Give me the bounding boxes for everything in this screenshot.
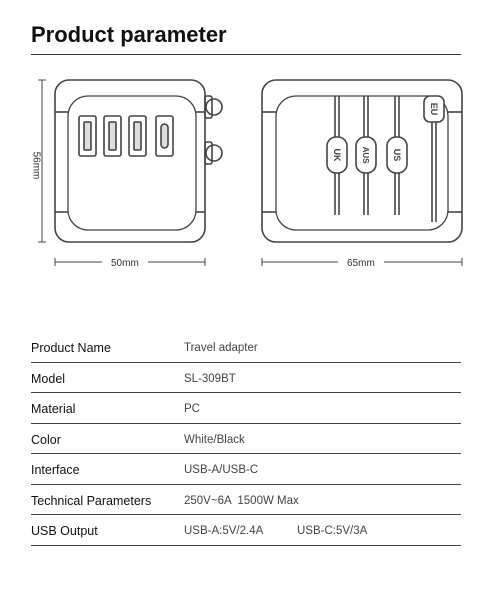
front-width-label: 50mm — [111, 258, 139, 269]
param-value: White/Black — [184, 433, 245, 446]
usb-a-port-1 — [79, 116, 96, 156]
parameter-table — [31, 332, 461, 546]
param-label: Material — [31, 402, 76, 416]
param-row-usb-output — [31, 515, 461, 546]
plug-label-eu: EU — [429, 102, 439, 116]
param-label: Color — [31, 432, 61, 447]
param-value: SL-309BT — [184, 372, 236, 385]
usb-c-port — [156, 116, 173, 156]
param-value: 250V~6A 1500W Max — [184, 494, 299, 507]
param-row-interface — [31, 454, 461, 485]
param-value: PC — [184, 403, 200, 415]
param-label: Model — [31, 371, 66, 386]
param-value: USB-A/USB-C — [184, 464, 259, 476]
param-label: USB Output — [31, 524, 98, 538]
param-row-product-name — [31, 332, 461, 363]
param-value: USB-A:5V/2.4A — [184, 525, 264, 537]
param-row-material — [31, 393, 461, 424]
param-label: Technical Parameters — [31, 493, 152, 508]
knob-bottom-cap — [206, 145, 222, 161]
front-view — [55, 80, 222, 242]
plug-label-aus: AUS — [361, 146, 370, 164]
param-value-secondary: USB-C:5V/3A — [297, 525, 368, 537]
side-width-label: 65mm — [347, 258, 375, 269]
usb-a-port-2 — [104, 116, 121, 156]
knob-top-cap — [206, 99, 222, 115]
param-value: Travel adapter — [184, 342, 258, 354]
param-row-color — [31, 424, 461, 455]
plug-label-uk: UK — [332, 148, 342, 162]
param-row-technical — [31, 485, 461, 516]
usb-a-port-3 — [129, 116, 146, 156]
page-title: Product parameter — [31, 22, 227, 47]
plug-label-us: US — [392, 148, 402, 162]
front-outer-shell — [55, 80, 205, 242]
height-label: 56mm — [30, 151, 42, 180]
param-label: Product Name — [31, 341, 111, 355]
param-label: Interface — [31, 463, 80, 477]
param-row-model — [31, 363, 461, 394]
